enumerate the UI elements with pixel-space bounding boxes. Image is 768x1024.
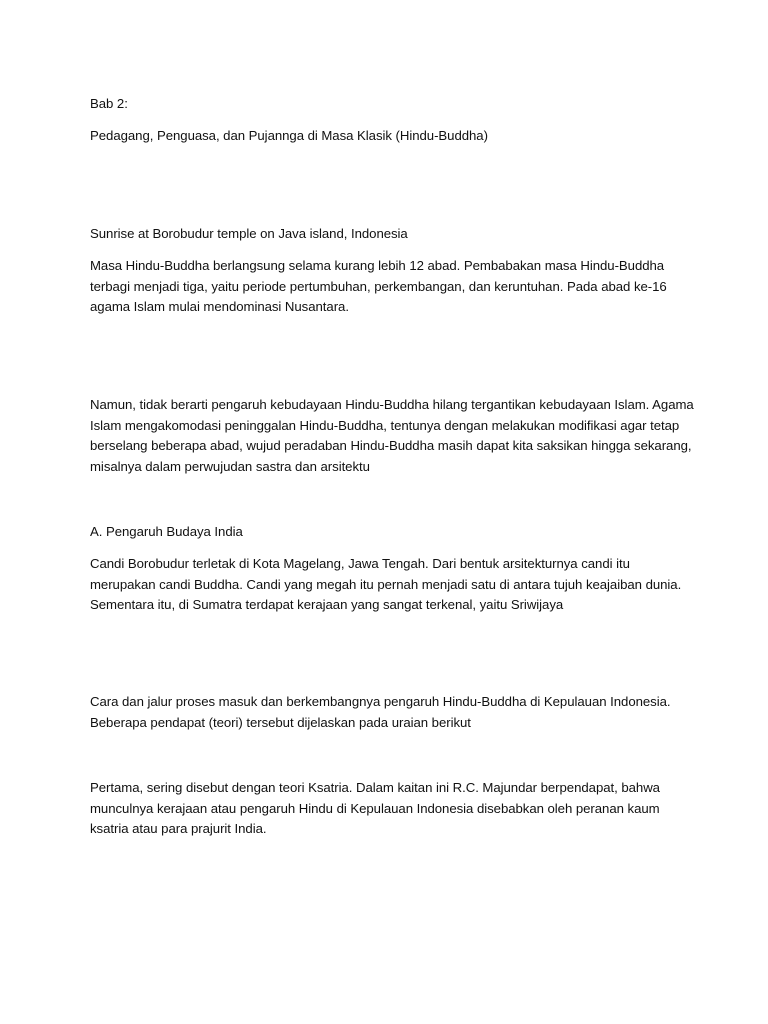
paragraph-line: Candi Borobudur terletak di Kota Magelang, Jawa Tengah. Dari bentuk arsitekturnya candi itu <box>90 556 630 571</box>
caption-text: Sunrise at Borobudur temple on Java island, Indonesia <box>90 226 408 241</box>
chapter-text: Bab 2: <box>90 96 128 111</box>
document-title <box>90 126 690 147</box>
image-caption <box>90 224 690 245</box>
paragraph-borobudur <box>90 554 690 616</box>
paragraph-hindu-buddha-period <box>90 256 690 318</box>
paragraph-line: berselang beberapa abad, wujud peradaban Hindu-Buddha masih dapat kita saksikan hingga sekarang, <box>90 438 692 453</box>
paragraph-line: munculnya kerajaan atau pengaruh Hindu di Kepulauan Indonesia disebabkan oleh peranan kaum <box>90 800 660 816</box>
paragraph-entry-routes <box>90 692 690 733</box>
section-heading-text: A. Pengaruh Budaya India <box>90 524 243 539</box>
paragraph-line: Masa Hindu-Buddha berlangsung selama kurang lebih 12 abad. Pembabakan masa Hindu-Buddha <box>90 258 665 273</box>
paragraph-islam-accommodation <box>90 395 694 477</box>
paragraph-line: Namun, tidak berarti pengaruh kebudayaan Hindu-Buddha hilang tergantikan kebudayaan Islam. Agama <box>90 397 694 412</box>
paragraph-line: Pertama, sering disebut dengan teori Ksatria. Dalam kaitan ini R.C. Majundar berpendapat, bahwa <box>90 780 660 795</box>
paragraph-ksatria-theory <box>90 778 690 840</box>
paragraph-line: misalnya dalam perwujudan sastra dan arsitektu <box>90 458 370 474</box>
title-text: Pedagang, Penguasa, dan Pujannga di Masa Klasik (Hindu-Buddha) <box>90 128 488 143</box>
paragraph-line: terbagi menjadi tiga, yaitu periode pertumbuhan, perkembangan, dan keruntuhan. Pada abad ke-16 <box>90 278 667 294</box>
paragraph-line: ksatria atau para prajurit India. <box>90 821 267 836</box>
paragraph-line: Islam mengakomodasi peninggalan Hindu-Buddha, tentunya dengan melakukan modifikasi agar tetap <box>90 417 680 433</box>
chapter-label <box>90 94 690 115</box>
paragraph-line: Cara dan jalur proses masuk dan berkembangnya pengaruh Hindu-Buddha di Kepulauan Indonesia. <box>90 694 671 709</box>
paragraph-line: agama Islam mulai mendominasi Nusantara. <box>90 299 349 314</box>
paragraph-line: merupakan candi Buddha. Candi yang megah itu pernah menjadi satu di antara tujuh keajaiban dunia. <box>90 576 682 592</box>
paragraph-line: Beberapa pendapat (teori) tersebut dijelaskan pada uraian berikut <box>90 714 471 730</box>
section-heading <box>90 522 690 543</box>
paragraph-line: Sementara itu, di Sumatra terdapat kerajaan yang sangat terkenal, yaitu Sriwijaya <box>90 597 564 612</box>
